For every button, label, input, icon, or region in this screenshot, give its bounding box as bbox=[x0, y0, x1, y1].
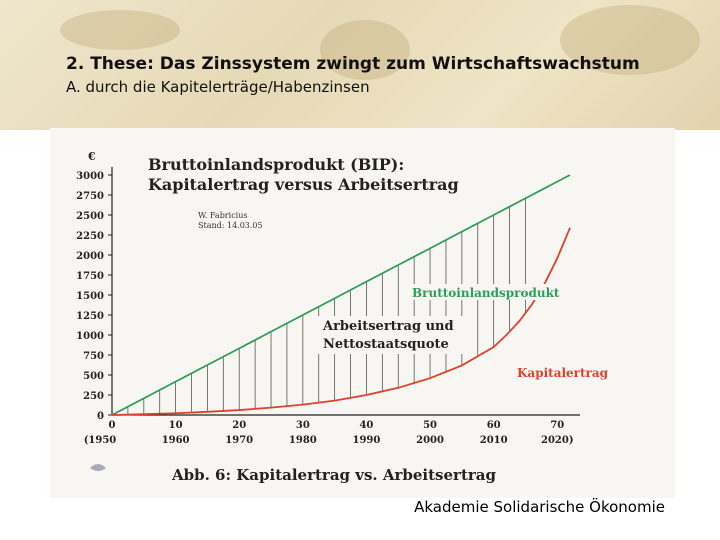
x-tick-label-year: (1950 bbox=[83, 435, 117, 446]
x-tick-label: 60 bbox=[486, 420, 501, 431]
slide-subtitle: A. durch die Kapitelerträge/Habenzinsen bbox=[66, 78, 370, 96]
x-tick-label-year: 1990 bbox=[352, 435, 381, 446]
y-tick-label: 0 bbox=[97, 411, 104, 422]
x-tick-label-year: 2020) bbox=[540, 435, 574, 446]
x-tick-label: 30 bbox=[295, 420, 310, 431]
x-tick-label: 10 bbox=[168, 420, 183, 431]
annotation-text: Nettostaatsquote bbox=[323, 337, 449, 352]
y-tick-label: 1500 bbox=[76, 291, 104, 302]
y-tick-label: 250 bbox=[83, 391, 104, 402]
y-tick-label: 3000 bbox=[76, 171, 104, 182]
chart-svg bbox=[50, 128, 675, 498]
map-decoration bbox=[60, 10, 180, 50]
x-tick-label: 20 bbox=[232, 420, 247, 431]
y-tick-label: 1250 bbox=[76, 311, 104, 322]
author-note: W. Fabricius bbox=[198, 211, 248, 220]
slide-title: 2. These: Das Zinssystem zwingt zum Wirtschaftswachstum bbox=[66, 54, 640, 74]
x-tick-label: 50 bbox=[423, 420, 438, 431]
series-label-bip: Bruttoinlandsprodukt bbox=[412, 286, 560, 300]
x-tick-label-year: 2000 bbox=[416, 435, 444, 446]
scanned-chart-figure bbox=[50, 128, 675, 498]
x-tick-label-year: 2010 bbox=[479, 435, 508, 446]
y-tick-label: 2750 bbox=[76, 191, 104, 202]
x-tick-label-year: 1960 bbox=[161, 435, 190, 446]
date-note: Stand: 14.03.05 bbox=[198, 221, 263, 230]
y-tick-label: 1750 bbox=[76, 271, 104, 282]
y-tick-label: 2000 bbox=[76, 251, 104, 262]
figure-caption: Abb. 6: Kapitalertrag vs. Arbeitsertrag bbox=[172, 466, 496, 484]
y-tick-label: 1000 bbox=[76, 331, 104, 342]
y-tick-label: 2500 bbox=[76, 211, 104, 222]
y-tick-label: 750 bbox=[83, 351, 104, 362]
x-tick-label: 0 bbox=[108, 420, 116, 431]
caption-ornament bbox=[90, 464, 106, 471]
x-tick-label-year: 1970 bbox=[225, 435, 254, 446]
series-label-kapital: Kapitalertrag bbox=[517, 366, 609, 380]
y-axis-unit: € bbox=[88, 150, 96, 163]
annotation-text: Arbeitsertrag und bbox=[323, 319, 454, 334]
y-tick-label: 2250 bbox=[76, 231, 104, 242]
x-tick-label-year: 1980 bbox=[288, 435, 317, 446]
x-tick-label: 40 bbox=[359, 420, 374, 431]
chart-title: Kapitalertrag versus Arbeitsertrag bbox=[148, 175, 459, 194]
x-tick-label: 70 bbox=[550, 420, 565, 431]
footer-text: Akademie Solidarische Ökonomie bbox=[414, 498, 665, 516]
y-tick-label: 500 bbox=[83, 371, 104, 382]
chart-title: Bruttoinlandsprodukt (BIP): bbox=[148, 155, 405, 174]
